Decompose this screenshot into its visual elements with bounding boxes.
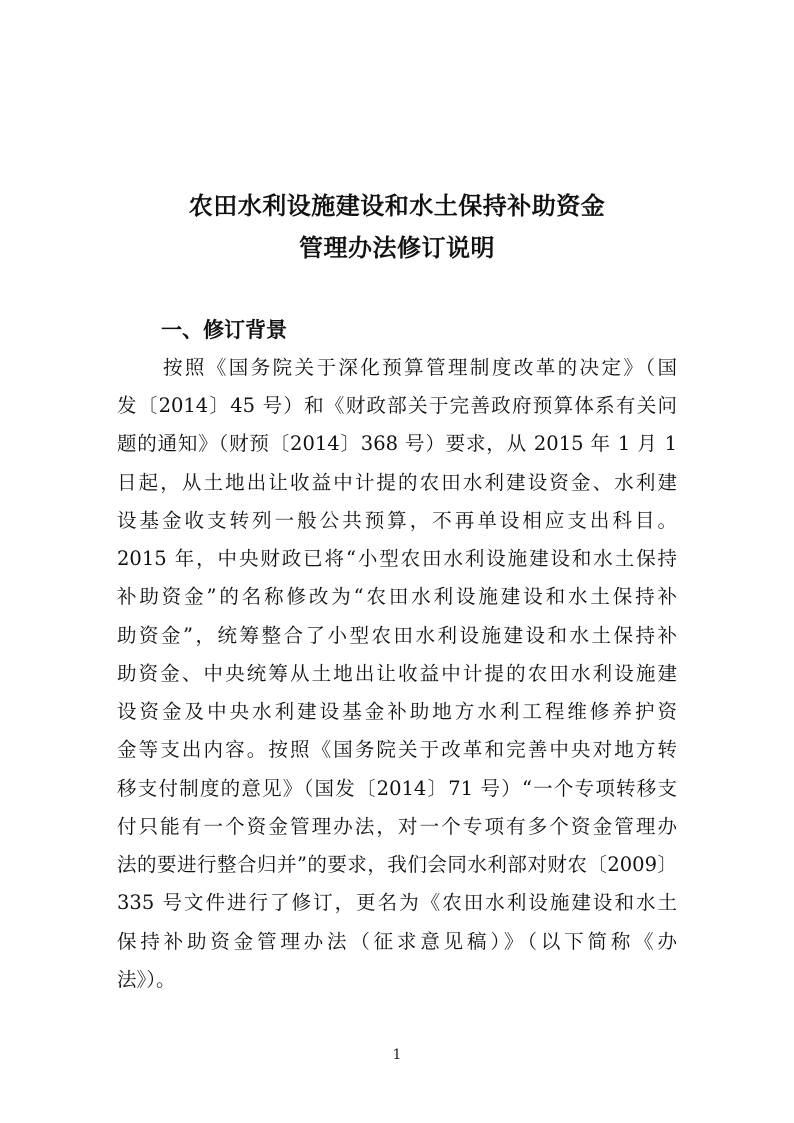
paragraph-line: 法》）。 xyxy=(117,968,176,991)
paragraph-line: 法的要进行整合归并”的要求，我们会同水利部对财农〔2009〕 xyxy=(117,853,677,876)
paragraph-line: 发〔2014〕45 号）和《财政部关于完善政府预算体系有关问 xyxy=(117,394,677,417)
paragraph-line: 335 号文件进行了修订，更名为《农田水利设施建设和水土 xyxy=(117,891,677,914)
page-number: 1 xyxy=(392,1047,402,1063)
section-heading: 一、修订背景 xyxy=(161,318,287,342)
paragraph-line: 2015 年，中央财政已将“小型农田水利设施建设和水土保持 xyxy=(117,547,677,570)
paragraph-line: 助资金”，统筹整合了小型农田水利设施建设和水土保持补 xyxy=(117,624,677,647)
document-title-line-2: 管理办法修订说明 xyxy=(299,234,495,262)
paragraph-line: 助资金、中央统筹从土地出让收益中计提的农田水利设施建 xyxy=(117,662,677,685)
paragraph-line: 付只能有一个资金管理办法，对一个专项有多个资金管理办 xyxy=(117,815,677,838)
paragraph-line: 设基金收支转列一般公共预算，不再单设相应支出科目。 xyxy=(117,509,677,532)
paragraph-line: 题的通知》（财预〔2014〕368 号）要求，从 2015 年 1 月 1 xyxy=(117,432,677,455)
paragraph-line: 按照《国务院关于深化预算管理制度改革的决定》（国 xyxy=(163,356,677,379)
document-title-line-1: 农田水利设施建设和水土保持补助资金 xyxy=(188,192,606,220)
paragraph-line: 日起，从土地出让收益中计提的农田水利建设资金、水利建 xyxy=(117,471,677,494)
paragraph-line: 保持补助资金管理办法（征求意见稿）》（以下简称《办 xyxy=(117,930,677,953)
paragraph-line: 补助资金”的名称修改为“农田水利设施建设和水土保持补 xyxy=(117,585,677,608)
paragraph-line: 设资金及中央水利建设基金补助地方水利工程维修养护资 xyxy=(117,700,677,723)
paragraph-line: 金等支出内容。按照《国务院关于改革和完善中央对地方转 xyxy=(117,738,677,761)
paragraph-line: 移支付制度的意见》（国发〔2014〕71 号）“一个专项转移支 xyxy=(117,777,677,800)
